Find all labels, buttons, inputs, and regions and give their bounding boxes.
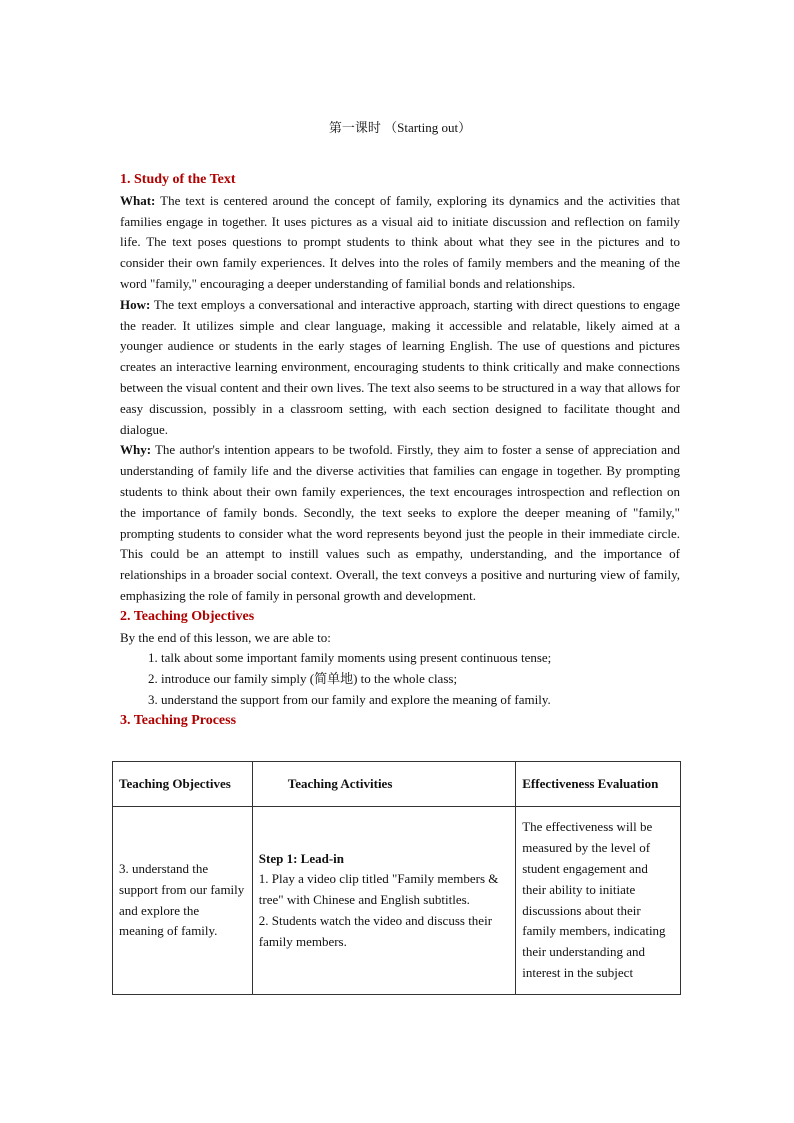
- section-heading-objectives: 2. Teaching Objectives: [120, 608, 255, 624]
- cell-activities: [252, 807, 515, 995]
- header-teaching-activities: Teaching Activities: [252, 762, 515, 807]
- step-title: Step 1: Lead-in: [258, 850, 345, 866]
- how-text: The text employs a conversational and interactive approach, starting with direct questions to engage the reader. It utilizes simple and clear language, making it accessible and relatable, likely aimed at a younger audience or students in the early stages of learning English. The use of questions and pictures creates an interactive learning environment, encouraging students to think critically and make connections between the visual content and their own lives. The text also seems to be structured in a way that allows for easy discussion, possibly in a classroom setting, with each section designed to facilitate thought and dialogue.: [120, 296, 680, 437]
- table-header-row: [113, 762, 681, 807]
- why-text: The author's intention appears to be twofold. Firstly, they aim to foster a sense of appreciation and understanding of family life and the diverse activities that families can engage in together. By prompting students to think about their own family experiences, the text encourages introspection and reflection on the importance of family bonds. Secondly, the text seeks to explore the deeper meaning of "family," prompting students to consider what the word represents beyond just the people in their immediate circle. This could be an attempt to instill values such as empathy, understanding, and the importance of relationships in a broader social context. Overall, the text conveys a positive and nurturing view of family, emphasizing the role of family in personal growth and development.: [120, 442, 680, 603]
- section-heading-process: 3. Teaching Process: [120, 712, 237, 728]
- what-text: The text is centered around the concept of family, exploring its dynamics and the activities that families engage in together. It uses pictures as a visual aid to initiate discussion and reflection on family life. The text poses questions to prompt students to think about what they see in the pictures and to consider their own family experiences. It delves into the roles of family members and the meaning of the word "family," encouraging a deeper understanding of familial bonds and relationships.: [120, 192, 680, 291]
- page-title: 第一课时 （Starting out）: [328, 120, 472, 135]
- what-paragraph: [120, 191, 680, 295]
- cell-objective: 3. understand the support from our family and explore the meaning of family.: [113, 807, 253, 995]
- objective-item: 1. talk about some important family moments using present continuous tense;: [148, 650, 552, 666]
- objective-item: 3. understand the support from our family and explore the meaning of family.: [148, 691, 551, 707]
- what-label: What:: [120, 192, 156, 208]
- document-body: [120, 118, 680, 732]
- objectives-intro: By the end of this lesson, we are able to:: [120, 629, 331, 645]
- why-label: Why:: [120, 442, 152, 458]
- objective-item: 2. introduce our family simply (简单地) to the whole class;: [148, 671, 458, 687]
- section-heading-study: 1. Study of the Text: [120, 172, 236, 187]
- how-paragraph: [120, 295, 680, 441]
- header-effectiveness-evaluation: Effectiveness Evaluation: [516, 762, 681, 807]
- how-label: How:: [120, 296, 151, 312]
- step-line: 2. Students watch the video and discuss their family members.: [258, 912, 493, 949]
- teaching-process-table: [112, 761, 681, 995]
- header-teaching-objectives: Teaching Objectives: [113, 762, 253, 807]
- objectives-list: [120, 648, 680, 710]
- why-paragraph: [120, 440, 680, 606]
- table-row: [113, 807, 681, 995]
- step-line: 1. Play a video clip titled "Family members & tree" with Chinese and English subtitles.: [258, 871, 499, 908]
- cell-evaluation: The effectiveness will be measured by the level of student engagement and their ability to initiate discussions about their family members, indicating their understanding and interest in the subject: [516, 807, 681, 995]
